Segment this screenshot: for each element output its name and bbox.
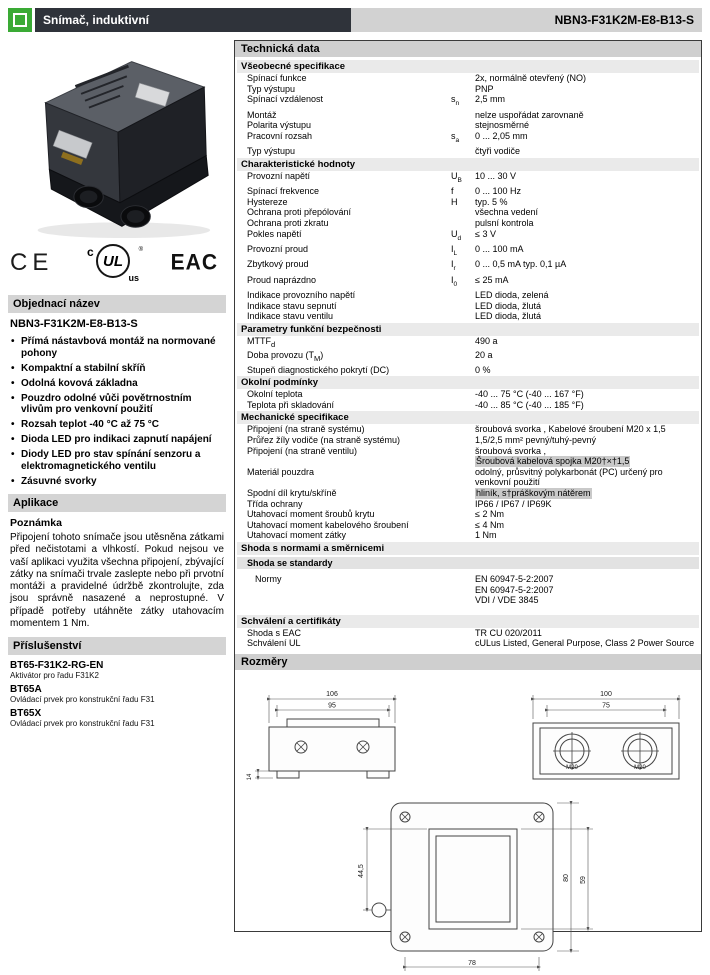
tech-row xyxy=(237,244,699,259)
tech-row-value: ≤ 3 V xyxy=(475,228,496,239)
right-column xyxy=(234,40,702,967)
tech-row-symbol: $I_0$ xyxy=(451,274,458,288)
tech-row-value: 10 ... 30 V xyxy=(475,170,517,181)
tech-row-value: PNP xyxy=(475,83,494,94)
dim-label: 106 xyxy=(325,690,338,698)
tech-row xyxy=(237,229,699,244)
tech-row-label: Provozní napětí xyxy=(247,170,311,181)
tech-row-label: Utahovací moment šroubů krytu xyxy=(247,509,375,520)
tech-row-symbol: $U_B$ xyxy=(451,170,462,184)
tech-row-label: Spínací frekvence xyxy=(247,186,320,197)
tech-row-value: šroubová svorka , Šroubová kabelová spojka M20†×†1,5 xyxy=(475,445,630,467)
tech-row-symbol: $s_n$ xyxy=(451,94,460,107)
tech-row-label: Indikace stavu ventilu xyxy=(247,311,334,322)
tech-row-label: Typ výstupu xyxy=(247,83,296,94)
tech-row-label: Teplota při skladování xyxy=(247,399,335,410)
accessory-name: BT65-F31K2-RG-EN xyxy=(10,660,104,672)
tech-row xyxy=(237,94,699,109)
tech-row-label: Materiál pouzdra xyxy=(247,466,315,477)
tech-row xyxy=(237,467,699,488)
tech-subsection-header: Shoda se standardy xyxy=(237,557,699,569)
tech-row-value: IP66 / IP67 / IP69K xyxy=(475,498,552,509)
tech-row-label: Utahovací moment zátky xyxy=(247,530,347,541)
part-number: NBN3-F31K2M-E8-B13-S xyxy=(10,318,138,330)
tech-row xyxy=(237,638,699,649)
tech-row-label: Třída ochrany xyxy=(247,498,303,509)
accessories-header: Příslušenství xyxy=(8,637,226,655)
tech-row-label: Okolní teplota xyxy=(247,389,303,400)
tech-row xyxy=(237,488,699,499)
tech-row xyxy=(237,628,699,639)
tech-row-label: Pokles napětí xyxy=(247,228,302,239)
dim-label: 14 xyxy=(246,773,253,781)
tech-row xyxy=(237,197,699,208)
order-name-header: Objednací název xyxy=(8,295,226,313)
tech-row-value: 1 Nm xyxy=(475,530,497,541)
tech-row-label: Spínací funkce xyxy=(247,73,307,83)
tech-section-header: Mechanické specifikace xyxy=(237,411,699,424)
culus-mark-icon: c UL ® us xyxy=(87,245,143,283)
tech-row-value: šroubová svorka , Kabelové šroubení M20 x 1,5 xyxy=(475,424,666,435)
tech-row-value: všechna vedení xyxy=(475,207,539,218)
dim-label: 95 xyxy=(327,702,336,710)
tech-row-label: Normy xyxy=(255,573,282,584)
tech-row-label: Typ výstupu xyxy=(247,146,296,157)
tech-row-value: LED dioda, zelená xyxy=(475,290,549,301)
tech-row-value: 0 ... 0,5 mA typ. 0,1 µA xyxy=(475,259,567,270)
tech-row-value: odolný, průsvitný polykarbonát (PC) určený pro venkovní použití xyxy=(475,466,663,488)
accessory-desc: Ovládací prvek pro konstrukční řadu F31 xyxy=(10,719,155,729)
tech-row-value: -40 ... 85 °C (-40 ... 185 °F) xyxy=(475,399,584,410)
tech-row xyxy=(237,400,699,411)
tech-row-label: Připojení (na straně systému) xyxy=(247,424,365,435)
tech-row-label: Montáž xyxy=(247,109,277,120)
tech-row-label: Průřez žíly vodiče (na straně systému) xyxy=(247,435,401,446)
tech-row xyxy=(237,207,699,218)
left-column xyxy=(8,40,234,932)
tech-row-label: Zbytkový proud xyxy=(247,259,309,270)
thread-label: M20 xyxy=(633,764,646,771)
tech-row xyxy=(237,84,699,95)
dim-label: 59 xyxy=(579,876,587,884)
tech-row-value: cULus Listed, General Purpose, Class 2 Power Source xyxy=(475,638,695,649)
tech-row-symbol: $I_L$ xyxy=(451,243,458,257)
tech-row xyxy=(237,171,699,186)
product-type-title: Snímač, induktivní xyxy=(35,8,351,32)
tech-row-value: LED dioda, žlutá xyxy=(475,300,542,311)
tech-row-value: stejnosměrné xyxy=(475,120,530,131)
feature-item: • Rozsah teplot -40 °C až 75 °C xyxy=(10,419,224,431)
tech-row-label: Hystereze xyxy=(247,196,288,207)
note-title: Poznámka xyxy=(10,517,62,529)
tech-row xyxy=(237,311,699,322)
tech-row xyxy=(237,350,699,364)
dim-label: 75 xyxy=(601,702,610,710)
tech-section-header: Schválení a certifikáty xyxy=(237,615,699,628)
tech-row-value: TR CU 020/2011 xyxy=(475,627,542,638)
thread-label: M20 xyxy=(565,764,578,771)
brand-logo xyxy=(8,8,32,32)
dim-label: 78 xyxy=(467,959,476,967)
tech-section-header: Všeobecné specifikace xyxy=(237,60,699,73)
tech-row-value: 0 % xyxy=(475,364,491,375)
tech-row-label: Pracovní rozsah xyxy=(247,130,313,141)
tech-row-label: Připojení (na straně ventilu) xyxy=(247,445,358,456)
tech-section-header: Parametry funkční bezpečnosti xyxy=(237,323,699,336)
tech-row xyxy=(237,301,699,312)
technical-data-header: Technická data xyxy=(235,41,701,57)
tech-row xyxy=(237,389,699,400)
tech-row xyxy=(237,336,699,350)
tech-row-label: Polarita výstupu xyxy=(247,120,312,131)
feature-item: • Kompaktní a stabilní skříň xyxy=(10,363,224,375)
tech-row-label: Spodní díl krytu/skříně xyxy=(247,487,337,498)
tech-row-label: Ochrana proti zkratu xyxy=(247,217,329,228)
product-photo-illustration xyxy=(14,42,220,240)
tech-row-value: ≤ 25 mA xyxy=(475,274,509,285)
tech-section-header: Shoda s normami a směrnicemi xyxy=(237,542,699,555)
dim-label: 100 xyxy=(599,690,612,698)
tech-row xyxy=(237,146,699,157)
tech-row xyxy=(237,424,699,435)
tech-row-label: Indikace stavu sepnutí xyxy=(247,300,337,311)
tech-row-value: 1,5/2,5 mm² pevný/tuhý-pevný xyxy=(475,435,597,446)
tech-row xyxy=(237,131,699,146)
tech-row xyxy=(237,499,699,510)
tech-row-label: $MTTF_d$ xyxy=(247,335,276,349)
tech-row-label: Spínací vzdálenost xyxy=(247,94,324,105)
tech-section-header: Charakteristické hodnoty xyxy=(237,158,699,171)
tech-row-value: hliník, s†práškovým nátěrem xyxy=(476,487,591,498)
tech-row-value: 0 ... 2,05 mm xyxy=(475,130,528,141)
page-content xyxy=(8,40,702,967)
accessory-list xyxy=(8,660,226,728)
note-text: Připojení tohoto snímače jsou utěsněna zátkami před nečistotami a vlhkostí. Pokud nejsou ve vaší aplikaci využita všechna připojení, zbývající zátky na snímači trvale zaslepte nebo při prvotní montáži a pravidelné údržbě zkontrolujte, zda jsou správně nasazené a neprostupné. V případě potřeby utáhněte zátky utahovacím momentem 1 Nm. xyxy=(10,532,224,630)
dim-label: 44,5 xyxy=(357,864,365,878)
tech-row xyxy=(237,110,699,121)
accessory-desc: Aktivátor pro řadu F31K2 xyxy=(10,671,99,681)
tech-row xyxy=(237,435,699,446)
tech-row-value: čtyři vodiče xyxy=(475,146,521,157)
tech-row-symbol: H xyxy=(451,196,458,207)
tech-row-label: Schválení UL xyxy=(247,638,301,649)
tech-row-value: 0 ... 100 Hz xyxy=(475,186,522,197)
tech-row-label: Utahovací moment kabelového šroubení xyxy=(247,519,409,530)
eac-mark-icon: EAC xyxy=(170,250,218,275)
tech-row-value: ≤ 4 Nm xyxy=(475,519,504,530)
page-header xyxy=(8,8,702,32)
feature-item: • Diody LED pro stav spínání senzoru a elektromagnetického ventilu xyxy=(10,449,224,472)
tech-row-value: EN 60947-5-2:2007 EN 60947-5-2:2007 VDI / VDE 3845 xyxy=(475,573,554,606)
tech-row-value: nelze uspořádat zarovnaně xyxy=(475,109,584,120)
tech-row xyxy=(237,259,699,274)
feature-list xyxy=(8,336,226,487)
tech-row-value: LED dioda, žlutá xyxy=(475,311,542,322)
feature-item: • Zásuvné svorky xyxy=(10,476,224,488)
tech-row xyxy=(237,530,699,541)
dimension-drawings xyxy=(235,673,701,975)
accessory-name: BT65X xyxy=(10,708,42,720)
tech-row xyxy=(237,520,699,531)
tech-row xyxy=(237,275,699,290)
tech-row-symbol: f xyxy=(451,186,454,197)
tech-table xyxy=(235,60,701,649)
tech-row-value: 0 ... 100 mA xyxy=(475,243,524,254)
tech-row-symbol: $s_a$ xyxy=(451,130,460,144)
ce-mark-icon: CE xyxy=(10,249,54,276)
feature-item: • Přímá nástavbová montáž na normované pohony xyxy=(10,336,224,359)
feature-item: • Pouzdro odolné vůči povětrnostním vlivům pro venkovní použití xyxy=(10,393,224,416)
tech-section-header: Okolní podmínky xyxy=(237,376,699,389)
tech-row xyxy=(237,218,699,229)
tech-row-label: Ochrana proti přepólování xyxy=(247,207,352,218)
tech-row-label: Proud naprázdno xyxy=(247,274,317,285)
dim-label: 80 xyxy=(562,874,570,882)
tech-row-symbol: $U_d$ xyxy=(451,228,462,242)
tech-row-value: 20 a xyxy=(475,350,493,361)
tech-row-label: Stupeň diagnostického pokrytí (DC) xyxy=(247,364,390,375)
feature-item: • Odolná kovová základna xyxy=(10,378,224,390)
tech-row-label: Provozní proud xyxy=(247,243,309,254)
accessory-desc: Ovládací prvek pro konstrukční řadu F31 xyxy=(10,695,155,705)
feature-item: • Dioda LED pro indikaci zapnutí napájení xyxy=(10,434,224,446)
tech-row xyxy=(237,290,699,301)
tech-row xyxy=(237,509,699,520)
tech-row-value: ≤ 2 Nm xyxy=(475,509,504,520)
tech-row-value: -40 ... 75 °C (-40 ... 167 °F) xyxy=(475,389,584,400)
accessory-name: BT65A xyxy=(10,684,42,696)
tech-row xyxy=(237,574,699,606)
tech-row xyxy=(237,73,699,84)
tech-row-label: Doba provozu $(T_M)$ xyxy=(247,350,324,364)
application-header: Aplikace xyxy=(8,494,226,512)
tech-row-value: 2,5 mm xyxy=(475,94,506,105)
tech-row xyxy=(237,120,699,131)
side-view-drawing xyxy=(269,719,395,778)
tech-row-label: Shoda s EAC xyxy=(247,627,302,638)
dimensions-header: Rozměry xyxy=(235,654,701,670)
tech-row xyxy=(237,365,699,376)
tech-row-value: typ. 5 % xyxy=(475,196,508,207)
tech-row-value: 490 a xyxy=(475,335,498,346)
tech-row xyxy=(237,186,699,197)
tech-row-value: pulsní kontrola xyxy=(475,217,534,228)
certification-logos xyxy=(8,242,226,288)
tech-row xyxy=(237,446,699,467)
tech-row-value: 2x, normálně otevřený (NO) xyxy=(475,73,587,83)
header-part-number: NBN3-F31K2M-E8-B13-S xyxy=(351,8,702,32)
tech-row-label: Indikace provozního napětí xyxy=(247,290,356,301)
top-view-drawing xyxy=(533,723,679,779)
product-photo xyxy=(8,40,226,242)
tech-row-symbol: $I_r$ xyxy=(451,259,456,273)
